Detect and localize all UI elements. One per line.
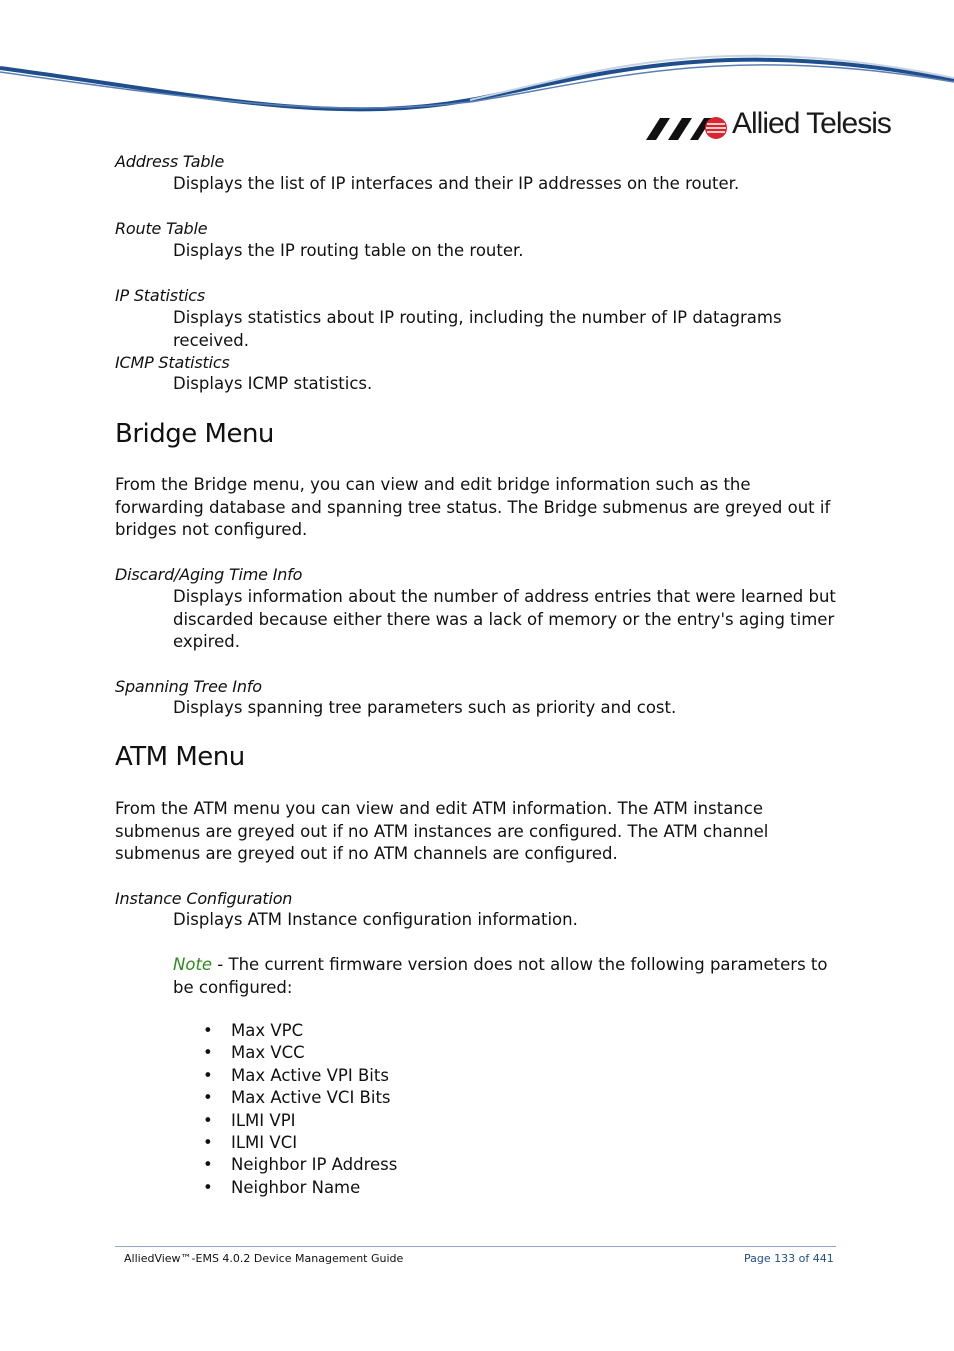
desc-spanning-tree: Displays spanning tree parameters such as priority and cost. bbox=[173, 698, 677, 717]
term-ip-statistics: IP Statistics bbox=[115, 286, 205, 305]
desc-discard-aging: Displays information about the number of address entries that were learned but discarded because either there was a lack of memory or the entry's aging timer expired. bbox=[173, 587, 836, 651]
desc-icmp-statistics: Displays ICMP statistics. bbox=[173, 374, 373, 393]
para-bridge-intro: From the Bridge menu, you can view and edit bridge information such as the forwarding database and spanning tree status. The Bridge submenus are greyed out if bridges not configured. bbox=[115, 475, 831, 539]
list-item: • Max VCC bbox=[203, 1042, 397, 1064]
list-item: • Neighbor Name bbox=[203, 1177, 397, 1199]
logo-wordmark: Allied Telesis bbox=[732, 107, 891, 140]
term-instance-configuration: Instance Configuration bbox=[115, 889, 293, 908]
list-item: • Max Active VCI Bits bbox=[203, 1087, 397, 1109]
desc-route-table: Displays the IP routing table on the router. bbox=[173, 241, 524, 260]
term-spanning-tree: Spanning Tree Info bbox=[115, 677, 262, 696]
list-item: • Max Active VPI Bits bbox=[203, 1065, 397, 1087]
footer-page-number: Page 133 of 441 bbox=[744, 1252, 834, 1265]
parameter-list bbox=[203, 1020, 397, 1199]
list-item: • Neighbor IP Address bbox=[203, 1154, 397, 1176]
list-item: • Max VPC bbox=[203, 1020, 397, 1042]
heading-atm-menu: ATM Menu bbox=[115, 742, 245, 772]
desc-address-table: Displays the list of IP interfaces and their IP addresses on the router. bbox=[173, 174, 740, 193]
desc-ip-statistics: Displays statistics about IP routing, including the number of IP datagrams received. bbox=[173, 308, 782, 350]
term-discard-aging: Discard/Aging Time Info bbox=[115, 565, 303, 584]
note-label: Note bbox=[173, 955, 213, 974]
desc-instance-configuration: Displays ATM Instance configuration information. bbox=[173, 910, 578, 929]
list-item: • ILMI VPI bbox=[203, 1110, 397, 1132]
para-atm-intro: From the ATM menu you can view and edit ATM information. The ATM instance submenus are greyed out if no ATM instances are configured. The ATM channel submenus are greyed out if no ATM channels are configured. bbox=[115, 799, 769, 863]
heading-bridge-menu: Bridge Menu bbox=[115, 419, 274, 449]
term-address-table: Address Table bbox=[115, 152, 225, 171]
footer-divider bbox=[115, 1246, 836, 1247]
term-icmp-statistics: ICMP Statistics bbox=[115, 353, 230, 372]
logo-mark-icon bbox=[646, 114, 730, 144]
term-route-table: Route Table bbox=[115, 219, 208, 238]
footer-document-title: AlliedView™-EMS 4.0.2 Device Management Guide bbox=[124, 1252, 404, 1265]
allied-telesis-logo bbox=[646, 107, 906, 146]
list-item: • ILMI VCI bbox=[203, 1132, 397, 1154]
note-text: - The current firmware version does not allow the following parameters to be configured: bbox=[173, 955, 828, 997]
note-paragraph bbox=[173, 954, 838, 999]
